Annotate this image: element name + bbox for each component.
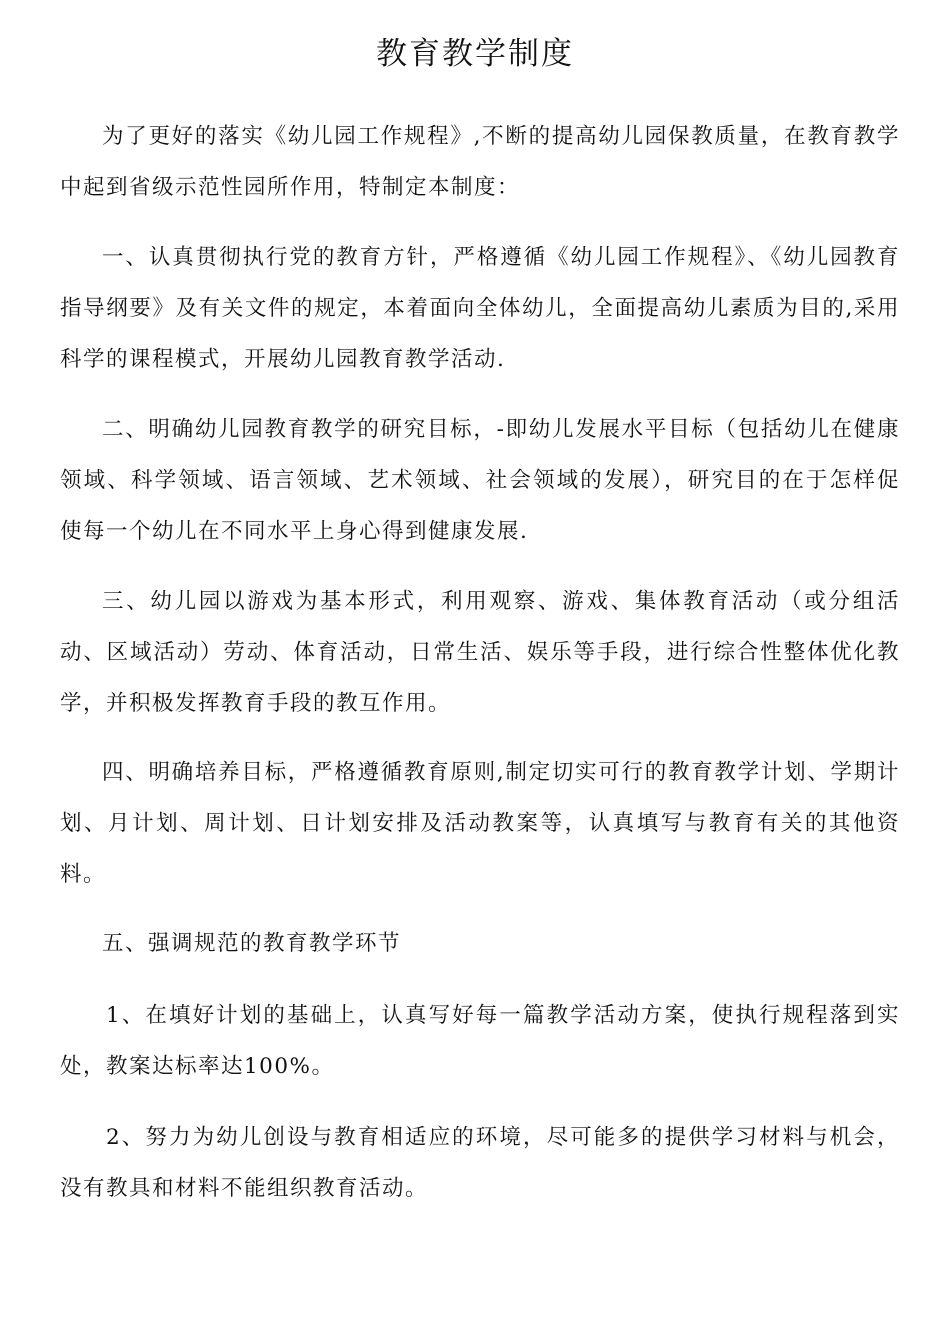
section-1-paragraph: 一、认真贯彻执行党的教育方针，严格遵循《幼儿园工作规程》、《幼儿园教育指导纲要》及有关文件的规定，本着面向全体幼儿，全面提高幼儿素质为目的,采用科学的课程模式，开展幼儿园教育教学活动.: [60, 245, 900, 372]
section-2-paragraph: 二、明确幼儿园教育教学的研究目标，-即幼儿发展水平目标（包括幼儿在健康领域、科学领域、语言领域、艺术领域、社会领域的发展），研究目的在于怎样促使每一个幼儿在不同水平上身心得到健康发展.: [60, 417, 900, 544]
intro-paragraph: 为了更好的落实《幼儿园工作规程》,不断的提高幼儿园保教质量，在教育教学中起到省级示范性园所作用，特制定本制度：: [60, 124, 900, 200]
section-4-paragraph: 四、明确培养目标，严格遵循教育原则,制定切实可行的教育教学计划、学期计划、月计划、周计划、日计划安排及活动教案等，认真填写与教育有关的其他资料。: [60, 760, 900, 887]
section-5-item-1: 1、在填好计划的基础上，认真写好每一篇教学活动方案，使执行规程落到实处，教案达标率达100%。: [60, 1003, 900, 1079]
section-5-heading: 五、强调规范的教育教学环节: [102, 931, 402, 956]
section-5-item-2: 2、努力为幼儿创设与教育相适应的环境，尽可能多的提供学习材料与机会，没有教具和材料不能组织教育活动。: [60, 1125, 900, 1201]
document-title: 教育教学制度: [376, 36, 574, 72]
section-3-paragraph: 三、幼儿园以游戏为基本形式，利用观察、游戏、集体教育活动（或分组活动、区域活动）劳动、体育活动，日常生活、娱乐等手段，进行综合性整体优化教学，并积极发挥教育手段的教互作用。: [60, 589, 900, 716]
